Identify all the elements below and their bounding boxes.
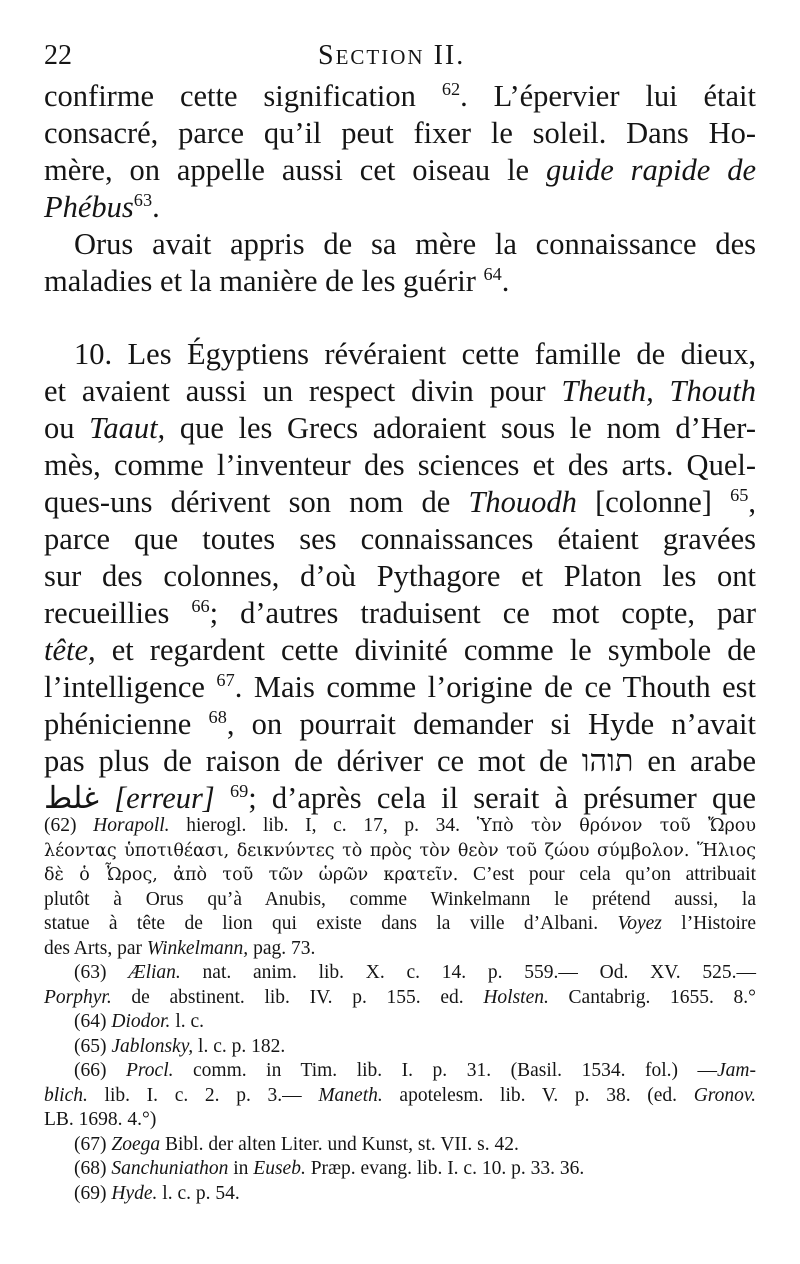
footnote-line xyxy=(44,888,756,913)
italic-text: Hyde. xyxy=(111,1182,158,1204)
text-run: LB. 1698. 4.°) xyxy=(44,1109,157,1130)
text-run: ou xyxy=(44,411,90,445)
greek-text: δὲ ὁ Ὦρος, ἀπὸ τοῦ τῶν ὡρῶν κρατεῖν. xyxy=(44,865,459,885)
italic-text: Porphyr. xyxy=(44,986,112,1008)
italic-text: Horapoll. xyxy=(93,815,170,836)
italic-text: Zoega xyxy=(111,1133,161,1155)
footnote-ref: 69 xyxy=(229,780,249,801)
text-run: (65) xyxy=(74,1035,112,1057)
italic-text: [erreur] xyxy=(114,781,215,815)
running-title: SECTION II. xyxy=(318,40,466,71)
italic-text: Diodor. xyxy=(111,1011,171,1032)
italic-text: Euseb. xyxy=(253,1158,306,1179)
text-run: l’Histoire xyxy=(661,913,757,934)
text-run: [colonne] xyxy=(576,485,731,519)
text-line xyxy=(44,263,756,300)
text-run: C’est pour cela qu’on attribuait xyxy=(458,864,756,885)
text-run: . xyxy=(152,190,160,224)
text-line xyxy=(44,78,756,115)
text-run: , on pourrait demander si Hyde n’avait xyxy=(226,707,756,741)
italic-text: Procl. xyxy=(126,1060,174,1081)
text-line xyxy=(44,447,756,484)
text-run: confirme cette signification xyxy=(44,79,442,113)
text-run: , xyxy=(748,485,756,519)
italic-text: Thouodh xyxy=(468,485,577,519)
text-run: plutôt à Orus qu’à Anubis, comme Winkelmann le prétend aussi, la xyxy=(44,888,756,910)
footnote-ref: 62 xyxy=(441,78,461,99)
text-run: consacré, parce qu’il peut fixer le soleil. Dans Ho- xyxy=(44,116,756,150)
text-line xyxy=(44,669,756,706)
italic-text: Maneth. xyxy=(318,1084,383,1106)
text-line xyxy=(44,226,756,263)
footnote-line xyxy=(44,1010,756,1035)
greek-text: λέοντας ὑποτιθέασι, δεικνύντες τὸ πρὸς τὸν θεὸν τοῦ ζώου σύμβολον. Ἥλιος xyxy=(44,840,756,861)
text-run: ques-uns dérivent son nom de xyxy=(44,485,469,519)
text-run: (67) xyxy=(74,1133,112,1155)
text-run: nat. anim. lib. X. c. 14. p. 559.— Od. XV. 525.— xyxy=(180,962,756,983)
footnote-line xyxy=(44,1059,756,1084)
footnote-line xyxy=(44,1157,756,1182)
text-run: תוהו xyxy=(581,744,634,778)
footnote-line xyxy=(44,937,756,962)
italic-text: blich. xyxy=(44,1084,88,1106)
text-run: (69) xyxy=(74,1182,112,1204)
italic-text: Holsten. xyxy=(483,986,549,1008)
text-run: . Mais comme l’origine de ce Thouth est xyxy=(234,670,757,704)
footnote-ref: 63 xyxy=(133,189,153,210)
italic-text: Phébus xyxy=(44,190,134,224)
italic-text: Theuth, Thouth xyxy=(561,374,756,408)
footnote-ref: 65 xyxy=(730,484,749,505)
text-line xyxy=(44,595,756,632)
text-run: (63) xyxy=(74,962,129,983)
footnote-line xyxy=(44,912,756,937)
text-run: pag. 73. xyxy=(248,937,316,959)
text-line xyxy=(44,743,756,780)
text-line xyxy=(44,152,756,189)
footnotes xyxy=(44,814,756,1206)
italic-text: Voyez xyxy=(617,913,662,934)
footnote-line xyxy=(44,814,756,839)
text-run: (62) xyxy=(44,815,94,836)
footnote-line xyxy=(44,1108,756,1133)
text-run: l. c. p. 54. xyxy=(157,1182,240,1204)
text-line xyxy=(44,558,756,595)
text-run: que les Grecs adoraient sous le nom d’Her- xyxy=(165,411,756,445)
main-text xyxy=(44,78,756,817)
text-run xyxy=(99,781,114,815)
text-run: en arabe xyxy=(633,744,756,778)
text-run: 10. Les Égyptiens révéraient cette famille de dieux, xyxy=(74,337,756,371)
italic-text: guide rapide de xyxy=(546,153,756,187)
text-run: mès, comme l’inventeur des sciences et des arts. Quel- xyxy=(44,448,756,482)
text-run: (68) xyxy=(74,1158,112,1179)
text-run: de abstinent. lib. IV. p. 155. ed. xyxy=(111,986,484,1008)
text-run: lib. I. c. 2. p. 3.— xyxy=(87,1084,319,1106)
italic-text: Taaut, xyxy=(89,411,166,445)
text-run: (64) xyxy=(74,1011,112,1032)
text-run: (66) xyxy=(74,1060,127,1081)
italic-text: Gronov. xyxy=(693,1084,756,1106)
text-run: ; d’après cela il serait à présumer que xyxy=(248,781,757,815)
text-line xyxy=(44,780,756,817)
footnote-line xyxy=(44,1133,756,1158)
footnote-ref: 66 xyxy=(191,595,210,616)
italic-text: Winkelmann, xyxy=(146,937,249,959)
footnote-line xyxy=(44,863,756,888)
italic-text: tête, xyxy=(44,633,96,667)
italic-text: Ælian. xyxy=(128,962,181,983)
text-run: Cantabrig. 1655. 8.° xyxy=(548,986,756,1008)
footnote-ref: 68 xyxy=(208,706,227,727)
text-run: Orus avait appris de sa mère la connaissance des xyxy=(74,227,756,261)
text-run: . L’épervier lui était xyxy=(460,79,756,113)
page-number: 22 xyxy=(44,40,72,71)
text-run: l. c. p. 182. xyxy=(193,1035,286,1057)
text-line xyxy=(44,632,756,669)
text-run: et regardent cette divinité comme le symbole de xyxy=(95,633,756,667)
text-run: Bibl. der alten Liter. und Kunst, st. VII. s. 42. xyxy=(160,1133,519,1155)
text-line xyxy=(44,521,756,558)
footnote-line xyxy=(44,986,756,1011)
text-run: des Arts, par xyxy=(44,937,147,959)
text-run: pas plus de raison de dériver ce mot de xyxy=(44,744,582,778)
footnote-line xyxy=(44,1035,756,1060)
text-line xyxy=(44,410,756,447)
footnote-line xyxy=(44,1084,756,1109)
text-line xyxy=(44,373,756,410)
text-run: Præp. evang. lib. I. c. 10. p. 33. 36. xyxy=(305,1158,585,1179)
footnote-line xyxy=(44,961,756,986)
footnote-line xyxy=(44,839,756,864)
text-line xyxy=(44,484,756,521)
text-run: غلط xyxy=(44,781,99,815)
text-run: parce que toutes ses connaissances étaient gravées xyxy=(44,522,756,556)
text-run: statue à tête de lion qui existe dans la ville d’Albani. xyxy=(44,913,618,934)
paragraph-break xyxy=(44,300,756,336)
text-run: recueillies xyxy=(44,596,192,630)
text-line xyxy=(44,189,756,226)
text-run: hierogl. lib. I, c. 17, p. 34. xyxy=(169,815,477,836)
footnote-line xyxy=(44,1182,756,1207)
text-run: mère, on appelle aussi cet oiseau le xyxy=(44,153,546,187)
footnote-ref: 67 xyxy=(216,669,235,690)
greek-text: Ὑπὸ τὸν θρόνον τοῦ Ὤρου xyxy=(476,816,756,836)
text-line xyxy=(44,115,756,152)
text-run: comm. in Tim. lib. I. p. 31. (Basil. 1534. fol.) — xyxy=(173,1060,718,1081)
text-run: l’intelligence xyxy=(44,670,217,704)
italic-text: Jablonsky, xyxy=(111,1035,194,1057)
text-run: . xyxy=(501,264,510,298)
footnote-ref: 64 xyxy=(483,263,502,284)
text-run: l. c. xyxy=(170,1011,205,1032)
text-line xyxy=(44,706,756,743)
text-run: apotelesm. lib. V. p. 38. (ed. xyxy=(382,1084,694,1106)
text-line xyxy=(44,336,756,373)
text-run: in xyxy=(228,1158,254,1179)
text-run: maladies et la manière de les guérir xyxy=(44,264,484,298)
page-header xyxy=(0,40,800,76)
italic-text: Sanchuniathon xyxy=(111,1158,229,1179)
text-run: phénicienne xyxy=(44,707,209,741)
text-run xyxy=(215,781,230,815)
italic-text: Jam- xyxy=(717,1060,756,1081)
text-run: ; d’autres traduisent ce mot copte, par xyxy=(209,596,756,630)
text-run: et avaient aussi un respect divin pour xyxy=(44,374,562,408)
text-run: sur des colonnes, d’où Pythagore et Platon les ont xyxy=(44,559,756,593)
